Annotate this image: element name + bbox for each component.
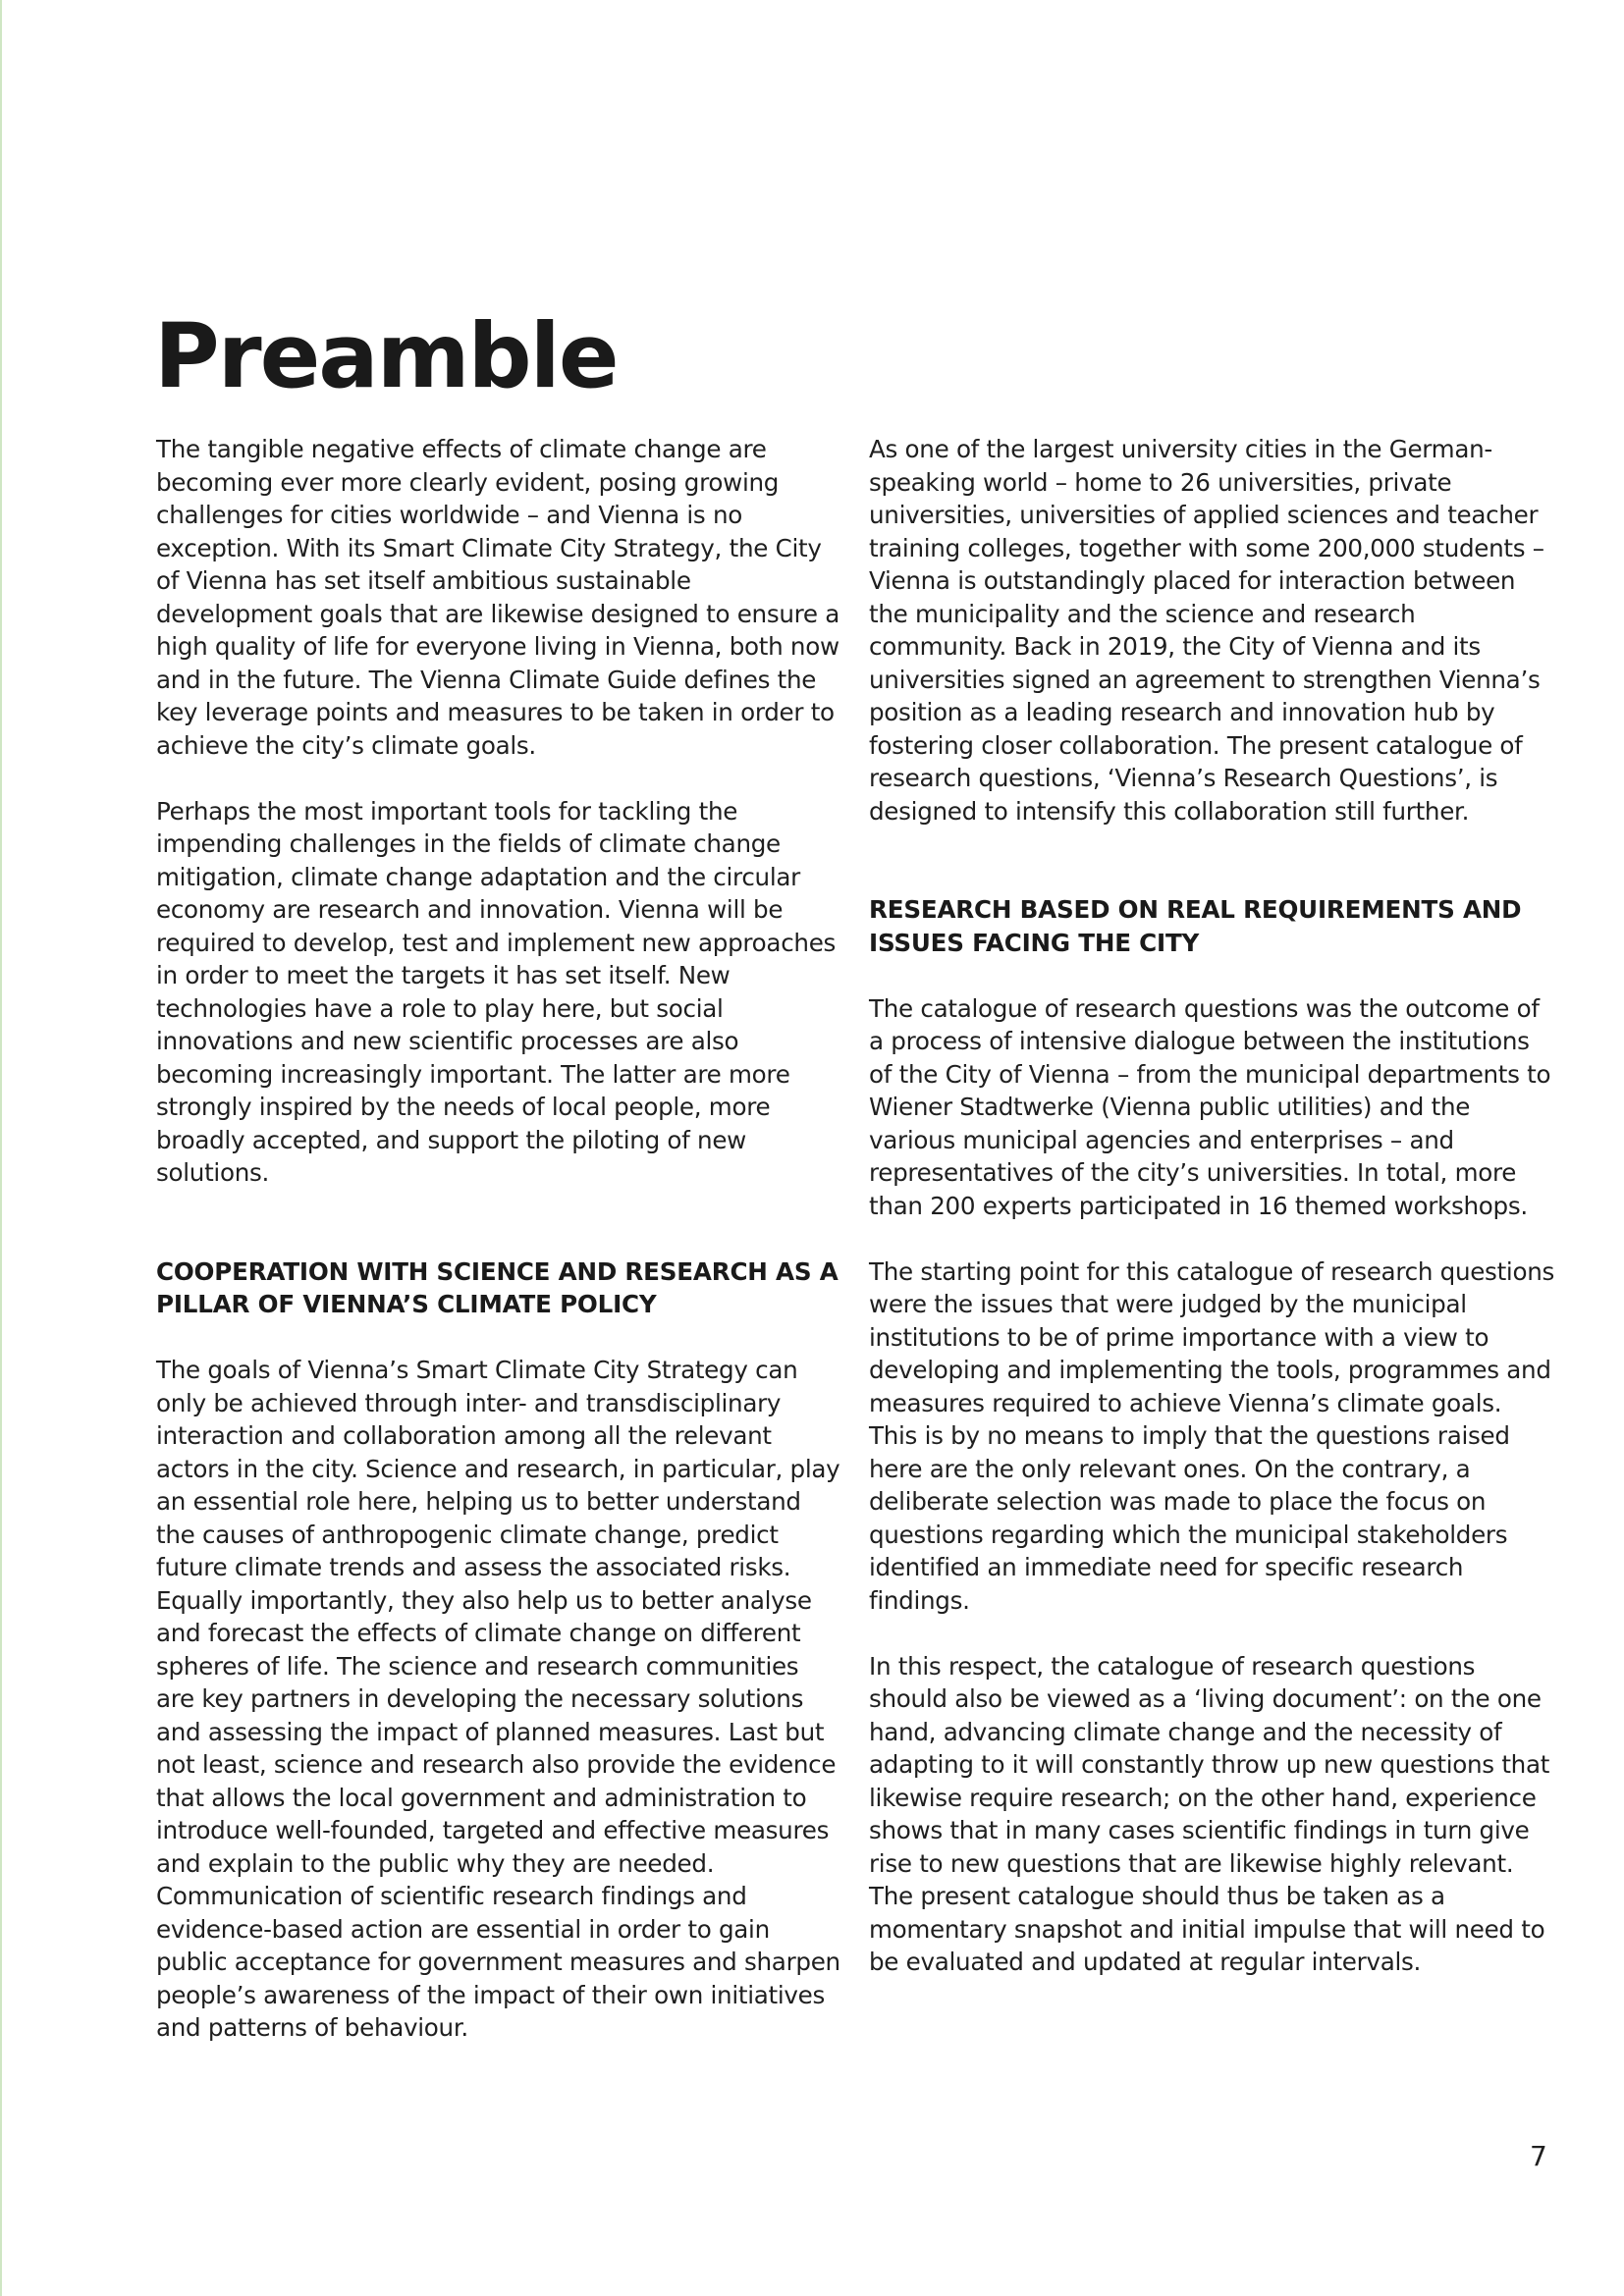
paragraph-climate-challenges: The tangible negative effects of climate change are becoming ever more clearly evident, posing growing challenges for cities worldwide – and Vienna is no exception. With its Smart Climate City Strategy, the City of Vienna has set itself ambitious sustainable development goals that are likewise designed to ensure a high quality of life for everyone living in Vienna, both now and in the future. The Vienna Climate Guide defines the key leverage points and measures to be taken in order to achieve the city’s climate goals. xyxy=(156,435,840,760)
right-column xyxy=(869,433,1556,2011)
paragraph-living-document: In this respect, the catalogue of research questions should also be viewed as a ‘living document’: on the one hand, advancing climate change and the necessity of adapting to it will constantly throw up new questions that likewise require research; on the other hand, experience shows that in many cases scientific findings in turn give rise to new questions that are likewise highly relevant. The present catalogue should thus be taken as a momentary snapshot and initial impulse that will need to be evaluated and updated at regular intervals. xyxy=(869,1651,1550,1976)
paragraph-research-innovation: Perhaps the most important tools for tackling the impending challenges in the fields of climate change mitigation, climate change adaptation and the circular economy are research and innovation. Vienna will be required to develop, test and implement new approaches in order to meet the targets it has set itself. New technologies have a role to play here, but social innovations and new scientific processes are also becoming increasingly important. The latter are more strongly inspired by the needs of local people, more broadly accepted, and support the piloting of new solutions. xyxy=(156,796,837,1187)
heading-cooperation: COOPERATION WITH SCIENCE AND RESEARCH AS A PILLAR OF VIENNA’S CLIMATE POLICY xyxy=(156,1256,839,1318)
page-edge-line xyxy=(0,0,2,2296)
paragraph-smart-climate-goals: The goals of Vienna’s Smart Climate City Strategy can only be achieved through inter- and transdisciplinary interaction and collaboration among all the relevant actors in the city. Science and research, in particular, play an essential role here, helping us to better understand the causes of anthropogenic climate change, predict future climate trends and assess the associated risks. Equally importantly, they also help us to better analyse and forecast the effects of climate change on different spheres of life. The science and research communities are key partners in developing the necessary solutions and assessing the impact of planned measures. Last but not least, science and research also provide the evidence that allows the local government and administration to introduce well-founded, targeted and effective measures and explain to the public why they are needed. Communication of scientific research findings and evidence-based action are essential in order to gain public acceptance for government measures and sharpen people’s awareness of the impact of their own initiatives and patterns of behaviour. xyxy=(156,1356,840,2042)
page-title: Preamble xyxy=(154,305,618,408)
left-column xyxy=(156,433,843,2077)
paragraph-catalogue-outcome: The catalogue of research questions was the outcome of a process of intensive dialogue between the institutions of the City of Vienna – from the municipal departments to Wiener Stadtwerke (Vienna public utilities) and the various municipal agencies and enterprises – and representatives of the city’s universities. In total, more than 200 experts participated in 16 themed workshops. xyxy=(869,993,1551,1220)
heading-real-requirements: RESEARCH BASED ON REAL REQUIREMENTS AND ISSUES FACING THE CITY xyxy=(869,895,1522,957)
paragraph-starting-point: The starting point for this catalogue of research questions were the issues that were judged by the municipal institutions to be of prime importance with a view to developing and implementing the tools, programmes and measures required to achieve Vienna’s climate goals. This is by no means to imply that the questions raised here are the only relevant ones. On the contrary, a deliberate selection was made to place the focus on questions regarding which the municipal stakeholders identified an immediate need for specific research findings. xyxy=(869,1256,1554,1615)
page-number: 7 xyxy=(1530,2140,1547,2172)
paragraph-university-city: As one of the largest university cities in the German-speaking world – home to 26 universities, private universities, universities of applied sciences and teacher training colleges, together with some 200,000 students – Vienna is outstandingly placed for interaction between the municipality and the science and research community. Back in 2019, the City of Vienna and its universities signed an agreement to strengthen Vienna’s position as a leading research and innovation hub by fostering closer collaboration. The present catalogue of research questions, ‘Vienna’s Research Questions’, is designed to intensify this collaboration still further. xyxy=(869,435,1544,826)
